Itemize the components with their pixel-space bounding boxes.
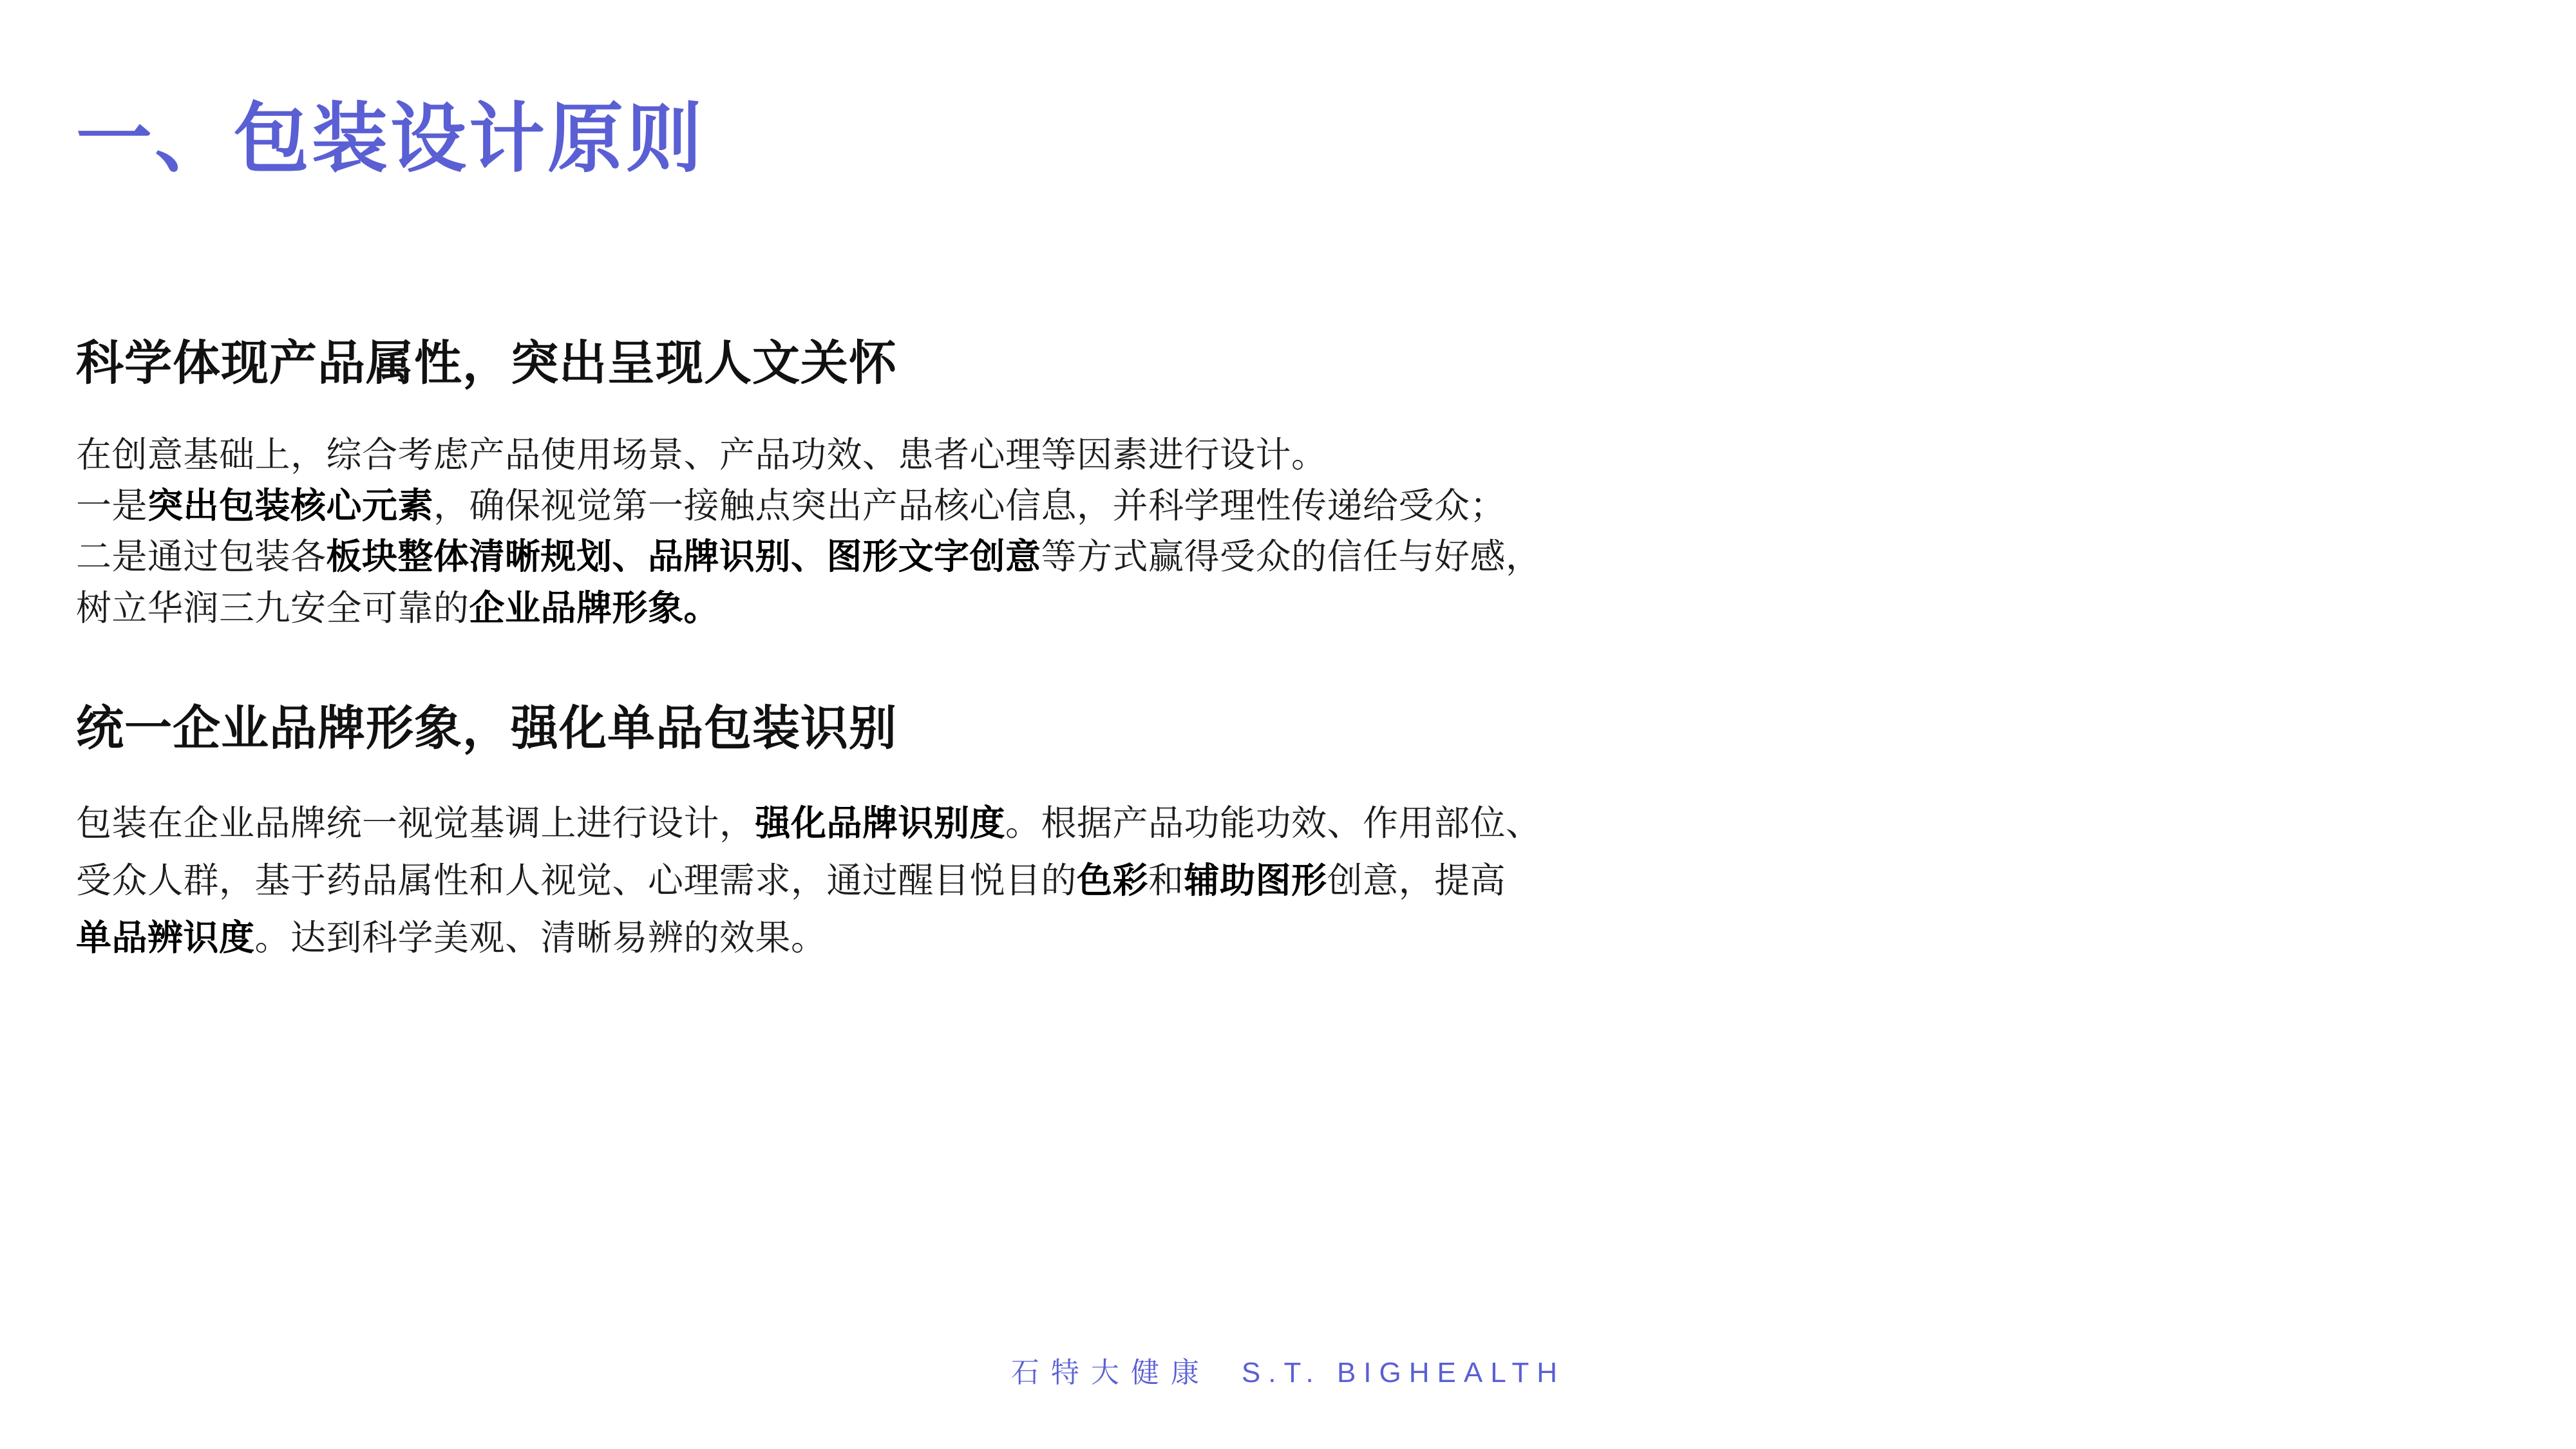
footer-brand-cn: 石特大健康 <box>1010 1357 1211 1388</box>
paragraph-line <box>76 909 2085 967</box>
section-heading: 科学体现产品属性，突出呈现人文关怀 <box>76 336 897 390</box>
text-run: 和 <box>1148 860 1184 900</box>
text-run: 创意，提高 <box>1327 860 1506 900</box>
slide-footer <box>0 1349 2576 1390</box>
text-run: ，确保视觉第一接触点突出产品核心信息，并科学理性传递给受众； <box>433 486 1506 526</box>
text-run-bold: 突出包装核心元素 <box>147 486 434 526</box>
paragraph-line <box>76 852 2085 909</box>
text-run: 一是 <box>76 486 148 526</box>
section-paragraph <box>76 430 2085 634</box>
text-run: 在创意基础上，综合考虑产品使用场景、产品功效、患者心理等因素进行设计。 <box>76 435 1327 475</box>
paragraph-line <box>76 480 2085 531</box>
section-design-principle-1 <box>76 325 2085 634</box>
text-run: 树立华润三九安全可靠的 <box>76 587 469 628</box>
text-run: 包装在企业品牌统一视觉基调上进行设计， <box>76 802 755 843</box>
footer-brand-en: S.T. BIGHEALTH <box>1241 1357 1566 1388</box>
section-heading: 统一企业品牌形象，强化单品包装识别 <box>76 701 897 755</box>
paragraph-line <box>76 430 2085 480</box>
paragraph-line <box>76 531 2085 582</box>
text-run-bold: 企业品牌形象。 <box>469 587 720 628</box>
text-run-bold: 辅助图形 <box>1184 860 1327 900</box>
slide-content <box>76 325 2085 1023</box>
text-run-bold: 单品辨识度 <box>76 917 255 958</box>
text-run: 。达到科学美观、清晰易辨的效果。 <box>254 917 827 958</box>
paragraph-line <box>76 583 2085 634</box>
paragraph-line <box>76 795 2085 852</box>
text-run: 。根据产品功能功效、作用部位、 <box>1005 802 1542 843</box>
text-run-bold: 强化品牌识别度 <box>755 802 1006 843</box>
text-run-bold: 色彩 <box>1077 860 1149 900</box>
text-run: 等方式赢得受众的信任与好感， <box>1041 536 1542 577</box>
section-paragraph <box>76 795 2085 967</box>
text-run-bold: 板块整体清晰规划、品牌识别、图形文字创意 <box>326 536 1041 577</box>
text-run: 受众人群，基于药品属性和人视觉、心理需求，通过醒目悦目的 <box>76 860 1077 900</box>
page-title: 一、包装设计原则 <box>76 97 705 182</box>
section-design-principle-2 <box>76 690 2085 967</box>
text-run: 二是通过包装各 <box>76 536 327 577</box>
